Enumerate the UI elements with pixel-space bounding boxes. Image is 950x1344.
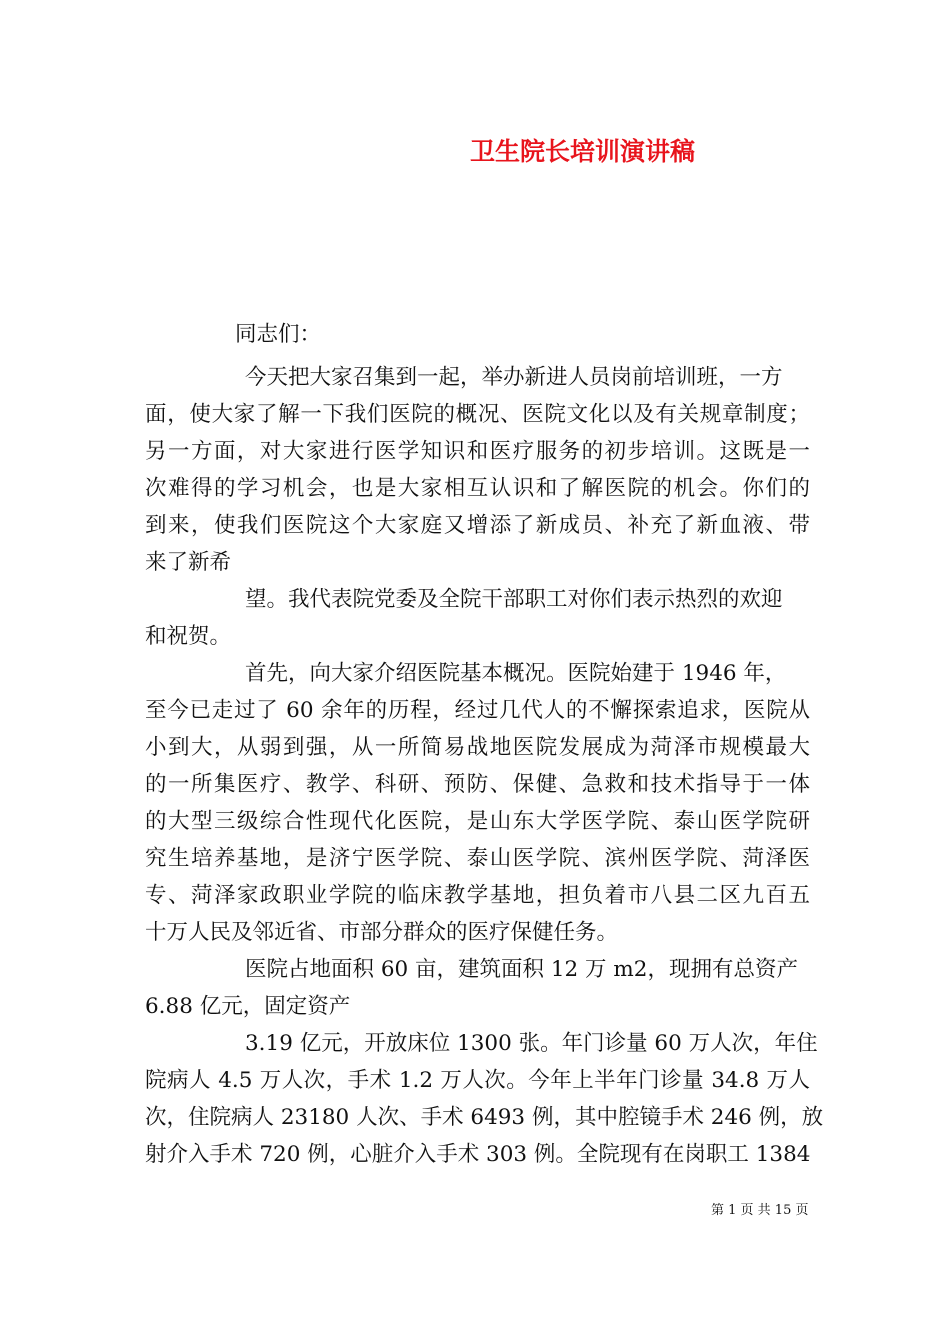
text-line: 专、菏泽家政职业学院的临床教学基地，担负着市八县二区九百五 [145, 883, 810, 908]
text-line: 同志们： [235, 322, 322, 347]
text-line: 的一所集医疗、教学、科研、预防、保健、急救和技术指导于一体 [145, 772, 810, 797]
text-line: 次，住院病人 23180 人次、手术 6493 例，其中腔镜手术 246 例，放 [145, 1105, 824, 1130]
text-line: 6.88 亿元，固定资产 [145, 994, 351, 1019]
text-line: 院病人 4.5 万人次，手术 1.2 万人次。今年上半年门诊量 34.8 万人 [145, 1068, 810, 1093]
document-title: 卫生院长培训演讲稿 [470, 137, 696, 166]
text-line: 小到大，从弱到强，从一所简易战地医院发展成为菏泽市规模最大 [145, 735, 810, 760]
text-line: 面，使大家了解一下我们医院的概况、医院文化以及有关规章制度； [145, 402, 810, 427]
text-line: 今天把大家召集到一起，举办新进人员岗前培训班，一方 [245, 365, 783, 390]
text-line: 另一方面，对大家进行医学知识和医疗服务的初步培训。这既是一 [145, 439, 810, 464]
text-line: 来了新希 [145, 550, 232, 575]
text-line: 十万人民及邻近省、市部分群众的医疗保健任务。 [145, 920, 619, 945]
text-line: 望。我代表院党委及全院干部职工对你们表示热烈的欢迎 [245, 587, 783, 612]
text-line: 医院占地面积 60 亩，建筑面积 12 万 m2，现拥有总资产 [245, 957, 798, 982]
text-line: 首先，向大家介绍医院基本概况。医院始建于 1946 年， [245, 661, 787, 686]
text-line: 的大型三级综合性现代化医院，是山东大学医学院、泰山医学院研 [145, 809, 810, 834]
text-line: 和祝贺。 [145, 624, 232, 649]
page-indicator: 第 1 页 共 15 页 [711, 1203, 809, 1218]
text-line: 3.19 亿元，开放床位 1300 张。年门诊量 60 万人次，年住 [245, 1031, 818, 1056]
text-line: 究生培养基地，是济宁医学院、泰山医学院、滨州医学院、菏泽医 [145, 846, 810, 871]
text-line: 到来，使我们医院这个大家庭又增添了新成员、补充了新血液、带 [145, 513, 810, 538]
text-line: 次难得的学习机会，也是大家相互认识和了解医院的机会。你们的 [145, 476, 810, 501]
text-line: 射介入手术 720 例，心脏介入手术 303 例。全院现有在岗职工 1384 [145, 1142, 811, 1167]
text-line: 至今已走过了 60 余年的历程，经过几代人的不懈探索追求，医院从 [145, 698, 810, 723]
